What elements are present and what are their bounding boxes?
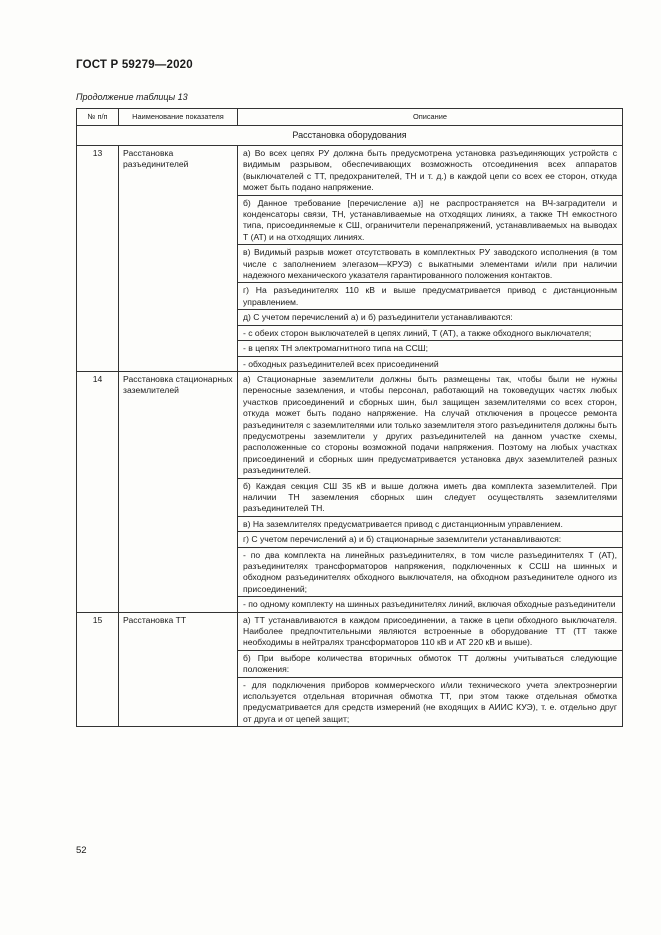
row-description (238, 612, 623, 727)
row-description (238, 371, 623, 612)
description-paragraph: - с обеих сторон выключателей в цепях линий, Т (АТ), а также обходного выключателя; (238, 326, 622, 341)
description-paragraph: - по два комплекта на линейных разъединителях, в том числе разъединителях Т (АТ), разъединителях трансформаторов напряжения, подключенных к ССШ на шинных и обходном разъединителях обходного выключателя, на обходном разъединителе одного из присоединений; (238, 548, 622, 598)
table-header-row (77, 109, 623, 126)
table-continuation-caption: Продолжение таблицы 13 (76, 92, 188, 102)
description-paragraph: б) Данное требование [перечисление а)] не распространяется на ВЧ-заградители и конденсаторы связи, ТН, устанавливаемые на отходящих линиях, а также ТН емкостного типа, присоединяемые к СШ, ограничители перенапряжений, устанавливаемых на выводах Т (АТ) и на отходящих линиях. (238, 196, 622, 246)
description-paragraph: - обходных разъединителей всех присоединений (243, 358, 439, 369)
row-indicator-name: Расстановка разъединителей (119, 146, 238, 372)
description-paragraph: г) С учетом перечислений а) и б) стационарные заземлители устанавливаются: (238, 532, 622, 547)
column-header-number: № п/п (77, 109, 119, 126)
page-number: 52 (76, 845, 87, 856)
row-number: 14 (77, 371, 119, 612)
row-description (238, 146, 623, 372)
row-number: 13 (77, 146, 119, 372)
column-header-description: Описание (238, 109, 623, 126)
section-row (77, 126, 623, 146)
column-header-indicator: Наименование показателя (119, 109, 238, 126)
description-paragraph: а) Стационарные заземлители должны быть размещены так, чтобы были не нужны переносные заземления, и чтобы персонал, работающий на токоведущих частях любых участков присоединений и сборных шин, был защищен заземлителями со всех сторон, откуда может быть подано напряжение. На случай отключения в процессе ремонта разъединителя с заземлителями или только заземлителя этого разъединителя должны быть предусмотрены заземлители у других разъединителей на данном участке схемы, расположенные со стороны возможной подачи напряжения. Поэтому на любых участках присоединений и сборных шин предусматривается установка двух заземлителей разных разъединителей. (238, 372, 622, 479)
description-paragraph: - по одному комплекту на шинных разъединителях линий, включая обходные разъединители (243, 599, 616, 610)
description-paragraph: - в цепях ТН электромагнитного типа на ССШ; (238, 341, 622, 356)
row-indicator-name: Расстановка ТТ (119, 612, 238, 727)
requirements-table (76, 108, 623, 727)
section-title: Расстановка оборудования (77, 126, 623, 146)
description-paragraph: б) Каждая секция СШ 35 кВ и выше должна иметь два комплекта заземлителей. При наличии ТН заземления сборных шин следует осуществлять заземлителями разъединителей ТН. (238, 479, 622, 517)
table-row (77, 612, 623, 727)
description-paragraph: а) Во всех цепях РУ должна быть предусмотрена установка разъединяющих устройств с видимым разрывом, обеспечивающих возможность отсоединения всех аппаратов (выключателей с ТТ, предохранителей, ТН и т. д.) в каждой цепи со всех ее сторон, откуда может быть подано напряжение. (238, 146, 622, 196)
description-paragraph: в) Видимый разрыв может отсутствовать в комплектных РУ заводского исполнения (в том числе с заполнением элегазом—КРУЭ) с выкатными элементами и/или при наличии надежного механического указателя гарантированного положения контактов. (238, 245, 622, 283)
description-paragraph: - для подключения приборов коммерческого и/или технического учета электроэнергии используется отдельная вторичная обмотка ТТ, при этом также отдельная обмотка предусматривается для средств измерений (не входящих в АИИС КУЭ), т. е. отдельно друг от друга и от цепей защит; (243, 679, 617, 724)
table-row (77, 146, 623, 372)
description-paragraph: д) С учетом перечислений а) и б) разъединители устанавливаются: (238, 310, 622, 325)
description-paragraph: б) При выборе количества вторичных обмоток ТТ должны учитываться следующие положения: (238, 651, 622, 678)
row-number: 15 (77, 612, 119, 727)
description-paragraph: в) На заземлителях предусматривается привод с дистанционным управлением. (238, 517, 622, 532)
document-header: ГОСТ Р 59279—2020 (76, 59, 193, 71)
description-paragraph: г) На разъединителях 110 кВ и выше предусматривается привод с дистанционным управлением. (238, 283, 622, 310)
description-paragraph: а) ТТ устанавливаются в каждом присоединении, а также в цепи обходного выключателя. Наиболее предпочтительными являются встроенные в оборудование ТТ (ТТ также необходимы в нейтралях трансформаторов 110 кВ и АТ 220 кВ и выше). (238, 613, 622, 651)
table-row (77, 371, 623, 612)
row-indicator-name: Расстановка стационарных заземлителей (119, 371, 238, 612)
